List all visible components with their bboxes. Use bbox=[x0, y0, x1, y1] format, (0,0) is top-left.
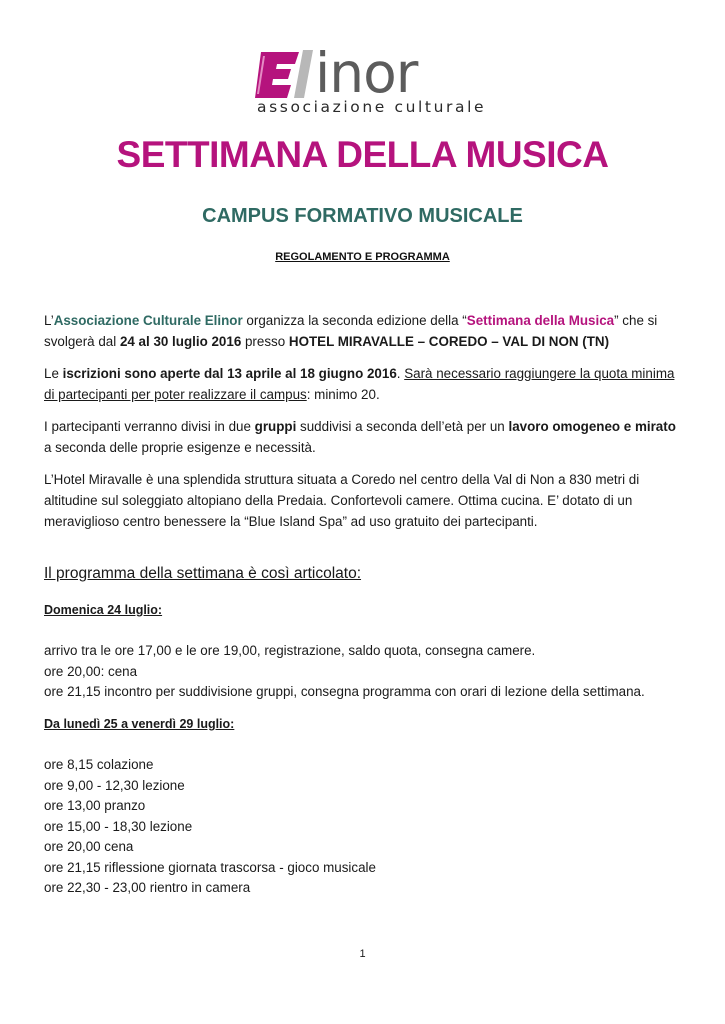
logo-subtitle: associazione culturale bbox=[257, 98, 487, 116]
logo-word: inor bbox=[315, 41, 418, 105]
sunday-schedule bbox=[44, 641, 684, 703]
page-title: SETTIMANA DELLA MUSICA bbox=[116, 134, 609, 175]
schedule-item: ore 21,15 riflessione giornata trascorsa - gioco musicale bbox=[44, 859, 376, 875]
schedule-item: ore 9,00 - 12,30 lezione bbox=[44, 777, 185, 793]
elinor-logo-mark-icon bbox=[255, 50, 317, 100]
schedule-item: ore 20,00: cena bbox=[44, 663, 138, 679]
event-venue: HOTEL MIRAVALLE – COREDO – VAL DI NON (TN) bbox=[288, 334, 610, 349]
schedule-item: ore 8,15 colazione bbox=[44, 757, 154, 772]
elinor-logo bbox=[255, 41, 487, 120]
intro-paragraph-3: I partecipanti verranno divisi in due gruppi suddivisi a seconda dell’età per un lavoro omogeneo e mirato a seconda delle proprie esigenze e necessità. bbox=[44, 419, 676, 455]
event-dates: 24 al 30 luglio 2016 bbox=[119, 334, 242, 349]
page-subtitle: CAMPUS FORMATIVO MUSICALE bbox=[202, 205, 523, 227]
event-name: Settimana della Musica bbox=[466, 313, 615, 328]
intro-paragraph-4: L’Hotel Miravalle è una splendida struttura situata a Coredo nel centro della Val di Non a 830 metri di altitudine sul soleggiato altopiano della Predaia. Confortevoli camere. Ottima cucina. E’ dotato di un meraviglioso centro benessere la “Blue Island Spa” ad uso gratuito dei partecipanti. bbox=[44, 472, 640, 529]
schedule-item: ore 20,00 cena bbox=[44, 839, 134, 854]
schedule-item: ore 15,00 - 18,30 lezione bbox=[44, 818, 193, 834]
registration-dates: iscrizioni sono aperte dal 13 aprile al 18 giugno 2016 bbox=[62, 366, 397, 381]
sunday-heading: Domenica 24 luglio: bbox=[44, 603, 163, 617]
intro-paragraph-2: Le iscrizioni sono aperte dal 13 aprile al 18 giugno 2016. Sarà necessario raggiungere la quota minima di partecipanti per poter realizzare il campus: minimo 20. bbox=[44, 366, 675, 402]
schedule-item: arrivo tra le ore 17,00 e le ore 19,00, registrazione, saldo quota, consegna camere. bbox=[44, 643, 536, 658]
schedule-item: ore 21,15 incontro per suddivisione gruppi, consegna programma con orari di lezione della settimana. bbox=[44, 684, 645, 699]
program-heading: Il programma della settimana è così articolato: bbox=[44, 565, 362, 582]
weekdays-schedule bbox=[44, 755, 684, 899]
intro-paragraph-1: L’Associazione Culturale Elinor organizza la seconda edizione della “Settimana della Musica” che si svolgerà dal 24 al 30 luglio 2016 presso HOTEL MIRAVALLE – COREDO – VAL DI NON (TN) bbox=[44, 313, 658, 349]
schedule-item: ore 13,00 pranzo bbox=[44, 798, 146, 813]
org-name: Associazione Culturale Elinor bbox=[53, 313, 243, 328]
weekdays-heading: Da lunedì 25 a venerdì 29 luglio: bbox=[44, 717, 235, 731]
schedule-item: ore 22,30 - 23,00 rientro in camera bbox=[44, 880, 251, 895]
section-label: REGOLAMENTO E PROGRAMMA bbox=[275, 251, 450, 263]
page-number: 1 bbox=[359, 948, 366, 960]
